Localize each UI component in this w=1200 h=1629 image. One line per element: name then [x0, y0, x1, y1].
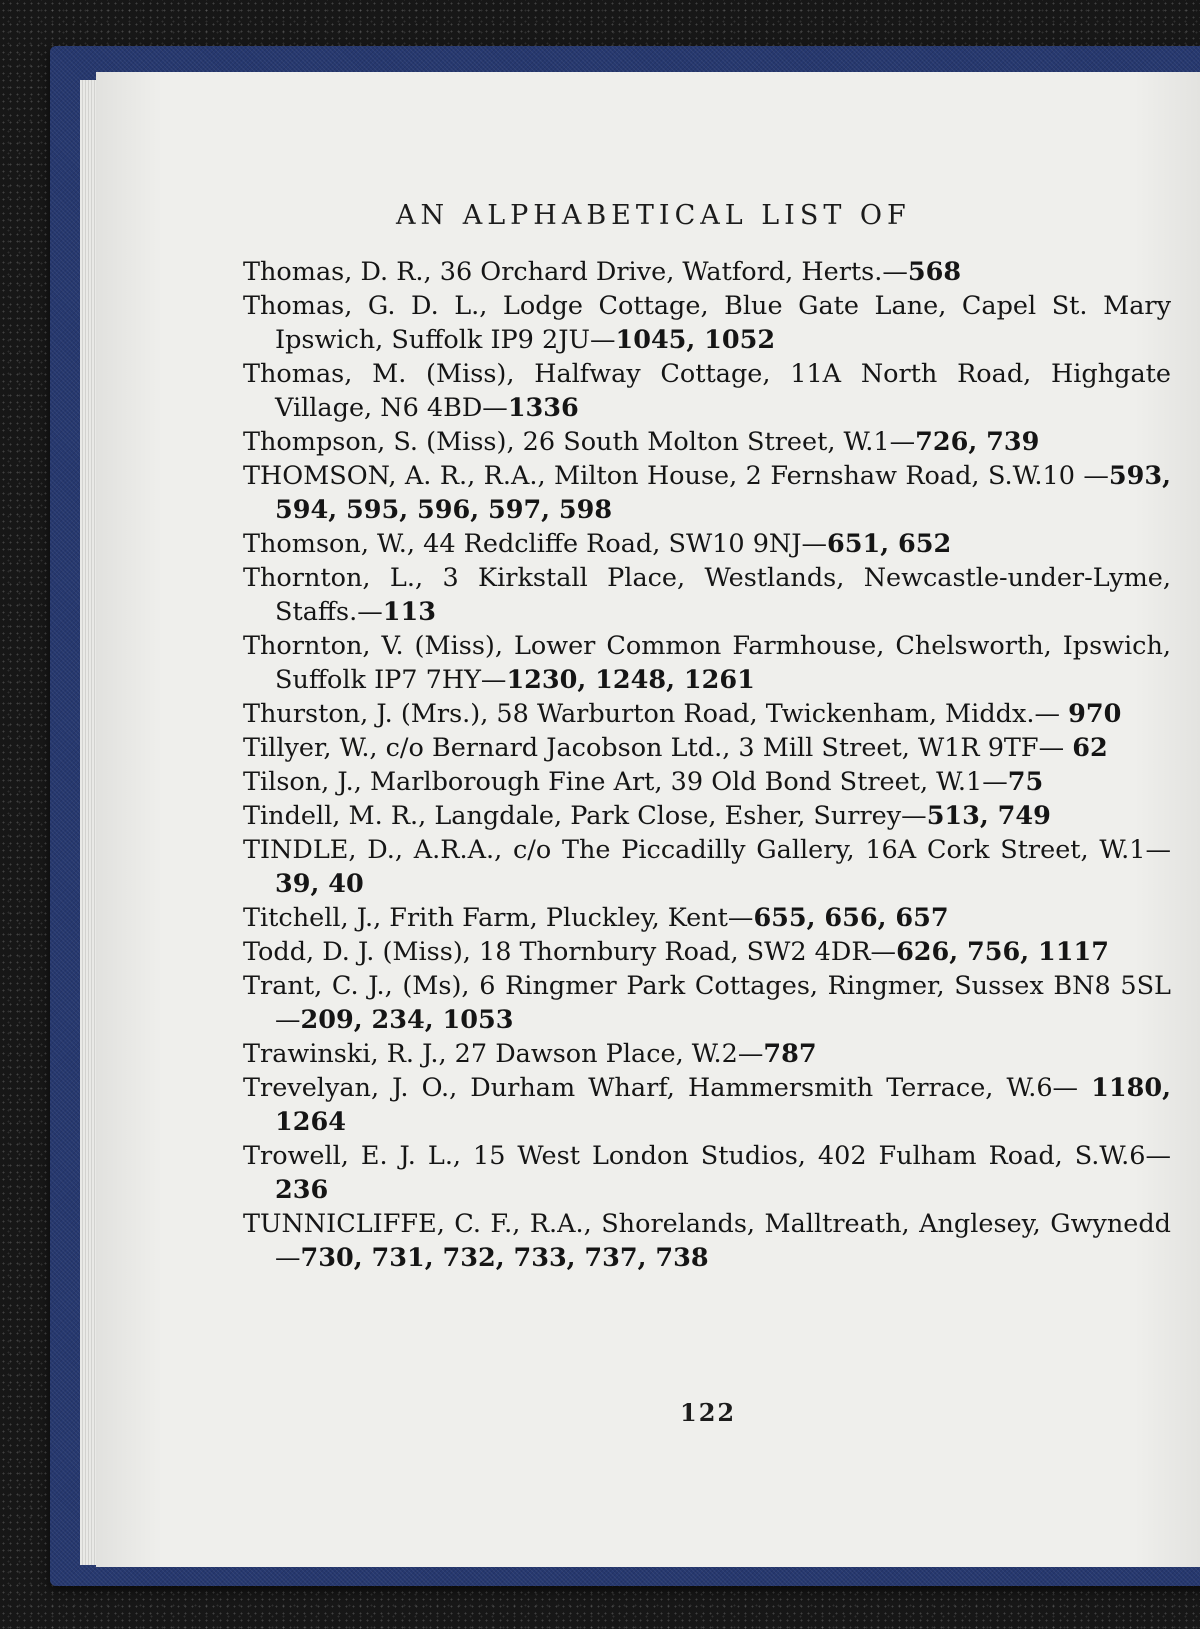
entry-numbers: 626, 756, 1117	[896, 937, 1110, 967]
entry-numbers: 113	[382, 597, 436, 627]
entry-numbers: 75	[1007, 767, 1044, 797]
entry-numbers: 39, 40	[275, 869, 364, 899]
entry-numbers: 1045, 1052	[615, 325, 776, 355]
page-number: 122	[680, 1398, 737, 1427]
entry-numbers: 62	[1072, 733, 1108, 763]
entry-numbers: 970	[1068, 699, 1122, 729]
list-entry	[243, 561, 1171, 629]
entry-numbers: 1230, 1248, 1261	[506, 665, 755, 695]
list-entry	[243, 357, 1171, 425]
page-header: AN ALPHABETICAL LIST OF	[396, 200, 911, 231]
entry-text: Tillyer, W., c/o Bernard Jacobson Ltd., 3 Mill Street, W1R 9TF—	[243, 733, 1073, 763]
list-entry	[243, 255, 1171, 289]
entry-text: Thurston, J. (Mrs.), 58 Warburton Road, Twickenham, Middx.—	[243, 699, 1069, 729]
entry-text: Trant, C. J., (Ms), 6 Ringmer Park Cottages, Ringmer, Sussex BN8 5SL—	[243, 971, 1171, 1035]
entry-numbers: 236	[275, 1175, 329, 1205]
list-entry	[243, 1139, 1171, 1207]
list-entry	[243, 425, 1171, 459]
list-entry	[243, 969, 1171, 1037]
list-entry	[243, 527, 1171, 561]
entry-text: Tindell, M. R., Langdale, Park Close, Esher, Surrey—	[243, 801, 927, 831]
entry-text: Thomson, W., 44 Redcliffe Road, SW10 9NJ—	[243, 529, 827, 559]
list-entry	[243, 629, 1171, 697]
list-entry	[243, 935, 1171, 969]
entry-text: TUNNICLIFFE, C. F., R.A., Shorelands, Malltreath, Anglesey, Gwynedd—	[243, 1209, 1171, 1273]
entry-numbers: 1180, 1264	[275, 1073, 1171, 1137]
entry-numbers: 568	[907, 257, 962, 287]
list-entry	[243, 1037, 1171, 1071]
entry-text: Titchell, J., Frith Farm, Pluckley, Kent—	[243, 903, 754, 933]
list-entry	[243, 765, 1171, 799]
entry-numbers: 651, 652	[826, 529, 952, 559]
entry-text: Thomas, G. D. L., Lodge Cottage, Blue Gate Lane, Capel St. Mary Ipswich, Suffolk IP9 2JU—	[243, 291, 1171, 355]
entry-text: Thomas, D. R., 36 Orchard Drive, Watford, Herts.—	[243, 257, 908, 287]
entry-text: Thomas, M. (Miss), Halfway Cottage, 11A North Road, Highgate Village, N6 4BD—	[243, 359, 1171, 423]
list-entry	[243, 799, 1171, 833]
list-entry	[243, 697, 1171, 731]
entry-numbers: 209, 234, 1053	[300, 1005, 514, 1035]
list-entry	[243, 1071, 1171, 1139]
list-entry	[243, 901, 1171, 935]
entry-list	[243, 255, 1171, 1275]
list-entry	[243, 1207, 1171, 1275]
entry-text: Trawinski, R. J., 27 Dawson Place, W.2—	[243, 1039, 764, 1069]
entry-text: THOMSON, A. R., R.A., Milton House, 2 Fernshaw Road, S.W.10 —	[243, 461, 1109, 491]
list-entry	[243, 833, 1171, 901]
entry-numbers: 787	[763, 1039, 817, 1069]
entry-numbers: 513, 749	[926, 801, 1051, 831]
list-entry	[243, 459, 1171, 527]
entry-text: Thornton, L., 3 Kirkstall Place, Westlands, Newcastle-under-Lyme, Staffs.—	[243, 563, 1171, 627]
list-entry	[243, 731, 1171, 765]
entry-text: Thompson, S. (Miss), 26 South Molton Street, W.1—	[243, 427, 916, 457]
entry-numbers: 726, 739	[915, 427, 1040, 457]
list-entry	[243, 289, 1171, 357]
entry-text: TINDLE, D., A.R.A., c/o The Piccadilly Gallery, 16A Cork Street, W.1—	[243, 835, 1171, 865]
entry-text: Tilson, J., Marlborough Fine Art, 39 Old Bond Street, W.1—	[243, 767, 1008, 797]
entry-numbers: 655, 656, 657	[753, 903, 949, 933]
entry-numbers: 730, 731, 732, 733, 737, 738	[300, 1243, 709, 1273]
entry-text: Trowell, E. J. L., 15 West London Studios, 402 Fulham Road, S.W.6—	[243, 1141, 1171, 1171]
entry-text: Thornton, V. (Miss), Lower Common Farmhouse, Chelsworth, Ipswich, Suffolk IP7 7HY—	[243, 631, 1171, 695]
entry-text: Todd, D. J. (Miss), 18 Thornbury Road, SW2 4DR—	[243, 937, 897, 967]
entry-numbers: 1336	[507, 393, 579, 423]
entry-numbers: 593, 594, 595, 596, 597, 598	[275, 461, 1171, 525]
entry-text: Trevelyan, J. O., Durham Wharf, Hammersmith Terrace, W.6—	[243, 1073, 1092, 1103]
